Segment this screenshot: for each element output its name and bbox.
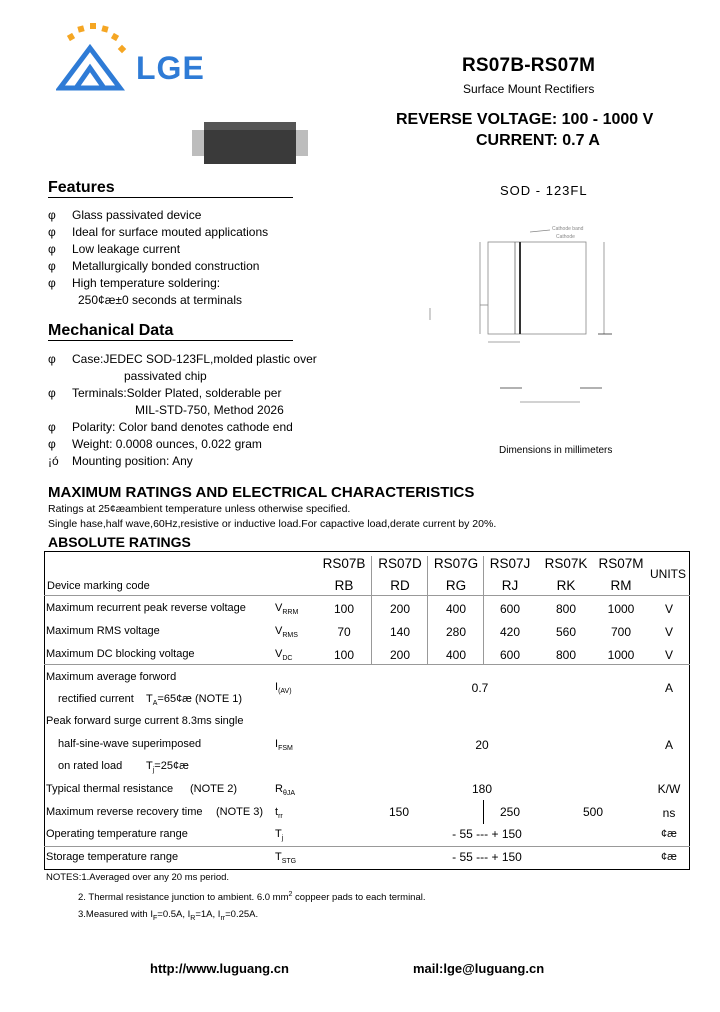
cell-value: 180 bbox=[471, 782, 493, 796]
absolute-ratings-heading: ABSOLUTE RATINGS bbox=[48, 534, 191, 550]
cell-value: 560 bbox=[555, 625, 577, 639]
cell-unit: ¢æ bbox=[661, 851, 677, 863]
part-header: RS07J bbox=[489, 556, 531, 571]
table-top-rule bbox=[44, 551, 690, 552]
units-header: UNITS bbox=[650, 567, 686, 581]
marking-code: RK bbox=[556, 578, 576, 593]
current-rating: CURRENT: 0.7 A bbox=[476, 132, 600, 149]
vrms-symbol: $V_{RMS}$ bbox=[275, 625, 298, 640]
trr-symbol: $t_{rr}$ bbox=[275, 806, 283, 821]
logo-sun-rays bbox=[67, 23, 126, 53]
row-label: half-sine-wave superimposed bbox=[58, 738, 202, 750]
subtitle: Surface Mount Rectifiers bbox=[463, 82, 595, 96]
part-header: RS07B bbox=[322, 556, 366, 571]
cathode-band-label: Cathode band bbox=[552, 226, 584, 232]
row-label: Maximum reverse recovery time bbox=[46, 806, 203, 818]
table-left-rule bbox=[44, 551, 45, 870]
cell-value: 0.7 bbox=[471, 681, 489, 695]
cell-unit: K/W bbox=[657, 782, 681, 796]
cell-value: 600 bbox=[499, 602, 521, 616]
cell-value: 200 bbox=[389, 648, 411, 662]
marking-code: RM bbox=[610, 578, 632, 593]
iav-symbol: $I_{(AV)}$ bbox=[275, 681, 292, 696]
package-dimension-drawing bbox=[420, 220, 620, 420]
package-image bbox=[190, 118, 310, 168]
cell-value: - 55 --- + 150 bbox=[452, 827, 522, 841]
row-label: on rated load bbox=[58, 760, 123, 772]
table-bottom-rule bbox=[44, 869, 690, 870]
cell-value: 800 bbox=[555, 602, 577, 616]
marking-code: RG bbox=[445, 578, 467, 593]
cell-value: 400 bbox=[445, 648, 467, 662]
cell-value: 150 bbox=[388, 805, 410, 819]
row-label: Peak forward surge current 8.3ms single bbox=[46, 715, 244, 727]
ratings-heading: MAXIMUM RATINGS AND ELECTRICAL CHARACTERISTICS bbox=[48, 484, 475, 501]
cell-value: 500 bbox=[582, 805, 604, 819]
part-header: RS07D bbox=[378, 556, 422, 571]
condition: $T_j=25¢æ$ bbox=[146, 760, 189, 775]
row-note: (NOTE 3) bbox=[216, 806, 264, 818]
cell-value: 100 bbox=[333, 602, 355, 616]
bullet: φ bbox=[48, 208, 56, 222]
bullet: φ bbox=[48, 259, 56, 273]
marking-code: RB bbox=[334, 578, 354, 593]
part-header: RS07M bbox=[598, 556, 644, 571]
cell-value: 250 bbox=[499, 805, 521, 819]
cell-value: 400 bbox=[445, 602, 467, 616]
cell-unit: V bbox=[664, 625, 673, 639]
row-label: Maximum average forword bbox=[46, 671, 177, 683]
vdc-symbol: $V_{DC}$ bbox=[275, 648, 293, 663]
row-label: rectified current bbox=[58, 693, 134, 705]
features-underline bbox=[48, 197, 293, 198]
cell-value: 280 bbox=[445, 625, 467, 639]
bullet: φ bbox=[48, 276, 56, 290]
cell-value: 200 bbox=[389, 602, 411, 616]
cell-value: 1000 bbox=[607, 602, 635, 616]
cell-unit: V bbox=[664, 648, 673, 662]
row-label: Typical thermal resistance bbox=[46, 783, 174, 795]
row-label: Maximum RMS voltage bbox=[46, 625, 160, 637]
cell-unit: ns bbox=[662, 806, 676, 820]
cell-unit: ¢æ bbox=[661, 828, 677, 840]
cell-value: 420 bbox=[499, 625, 521, 639]
cell-value: 20 bbox=[475, 738, 489, 752]
note-1: NOTES:1.Averaged over any 20 ms period. bbox=[46, 872, 230, 883]
marking-label: Device marking code bbox=[47, 580, 150, 592]
table-row-rule bbox=[44, 846, 690, 847]
cell-value: 1000 bbox=[607, 648, 635, 662]
row-label: Maximum DC blocking voltage bbox=[46, 648, 195, 660]
table-right-rule bbox=[689, 551, 690, 870]
footer-website-link[interactable]: http://www.luguang.cn bbox=[150, 961, 289, 976]
cell-value: 140 bbox=[389, 625, 411, 639]
row-label: Maximum recurrent peak reverse voltage bbox=[46, 602, 246, 614]
condition: $T_A=65¢æ$ (NOTE 1) bbox=[146, 693, 243, 708]
row-note: (NOTE 2) bbox=[190, 783, 238, 795]
table-row-rule bbox=[44, 664, 690, 665]
logo-triangles bbox=[60, 48, 120, 88]
cell-unit: V bbox=[664, 602, 673, 616]
part-number-title: RS07B-RS07M bbox=[462, 55, 596, 76]
logo-text: LGE bbox=[136, 50, 205, 86]
cell-value: 100 bbox=[333, 648, 355, 662]
cell-unit: A bbox=[664, 738, 673, 752]
reverse-voltage: REVERSE VOLTAGE: 100 - 1000 V bbox=[396, 111, 654, 128]
row-label: Storage temperature range bbox=[46, 851, 179, 863]
bullet: φ bbox=[48, 225, 56, 239]
cell-value: - 55 --- + 150 bbox=[452, 850, 522, 864]
cell-value: 600 bbox=[499, 648, 521, 662]
row-label: Operating temperature range bbox=[46, 828, 188, 840]
features-list: φ Glass passivated device φ Ideal for surface mouted applications φ Low leakage current φ Metallurgically bonded construction φ High temperature soldering: 250¢æ±0 seconds at terminals bbox=[48, 208, 269, 307]
ratings-note-1: Ratings at 25¢æambient temperature unless otherwise specified. bbox=[48, 503, 351, 515]
mechanical-list: φ Case:JEDEC SOD-123FL,molded plastic over passivated chip φ Terminals:Solder Plated, solderable per MIL-STD-750, Method 2026 φ Polarity: Color band denotes cathode end φ Weight: 0.0008 ounces, 0.022 gram ¡ó Mounting position: Any bbox=[48, 352, 317, 468]
cell-value: 800 bbox=[555, 648, 577, 662]
dimensions-note: Dimensions in millimeters bbox=[499, 445, 613, 456]
ratings-note-2: Single hase,half wave,60Hz,resistive or inductive load.For capactive load,derate current by 20%. bbox=[48, 518, 497, 530]
marking-code: RD bbox=[390, 578, 410, 593]
cathode-label: Cathode bbox=[556, 234, 575, 240]
marking-code: RJ bbox=[501, 578, 519, 593]
features-heading: Features bbox=[48, 179, 115, 196]
ifsm-symbol: $I_{FSM}$ bbox=[275, 738, 293, 753]
mechanical-underline bbox=[48, 340, 293, 341]
vrrm-symbol: $V_{RRM}$ bbox=[275, 602, 299, 617]
tj-symbol: $T_j$ bbox=[275, 828, 284, 843]
cell-unit: A bbox=[664, 681, 673, 695]
cell-value: 700 bbox=[610, 625, 632, 639]
bullet: φ bbox=[48, 242, 56, 256]
note-2: 2. Thermal resistance junction to ambient. 6.0 $mm^2$ coppeer pads to each terminal. bbox=[78, 891, 426, 904]
note-3: 3.Measured with $I_F=0.5A$, $I_R=1A$, $I_{rr}=0.25A$. bbox=[78, 909, 259, 922]
footer-email-link[interactable]: mail:lge@luguang.cn bbox=[413, 961, 545, 976]
tstg-symbol: $T_{STG}$ bbox=[275, 851, 297, 866]
part-header: RS07G bbox=[433, 556, 479, 571]
package-name: SOD - 123FL bbox=[500, 183, 588, 198]
mechanical-heading: Mechanical Data bbox=[48, 322, 174, 339]
rth-symbol: $R_{\theta JA}$ bbox=[275, 783, 296, 798]
logo-mark bbox=[56, 22, 136, 94]
part-header: RS07K bbox=[544, 556, 588, 571]
cell-value: 70 bbox=[337, 625, 351, 639]
